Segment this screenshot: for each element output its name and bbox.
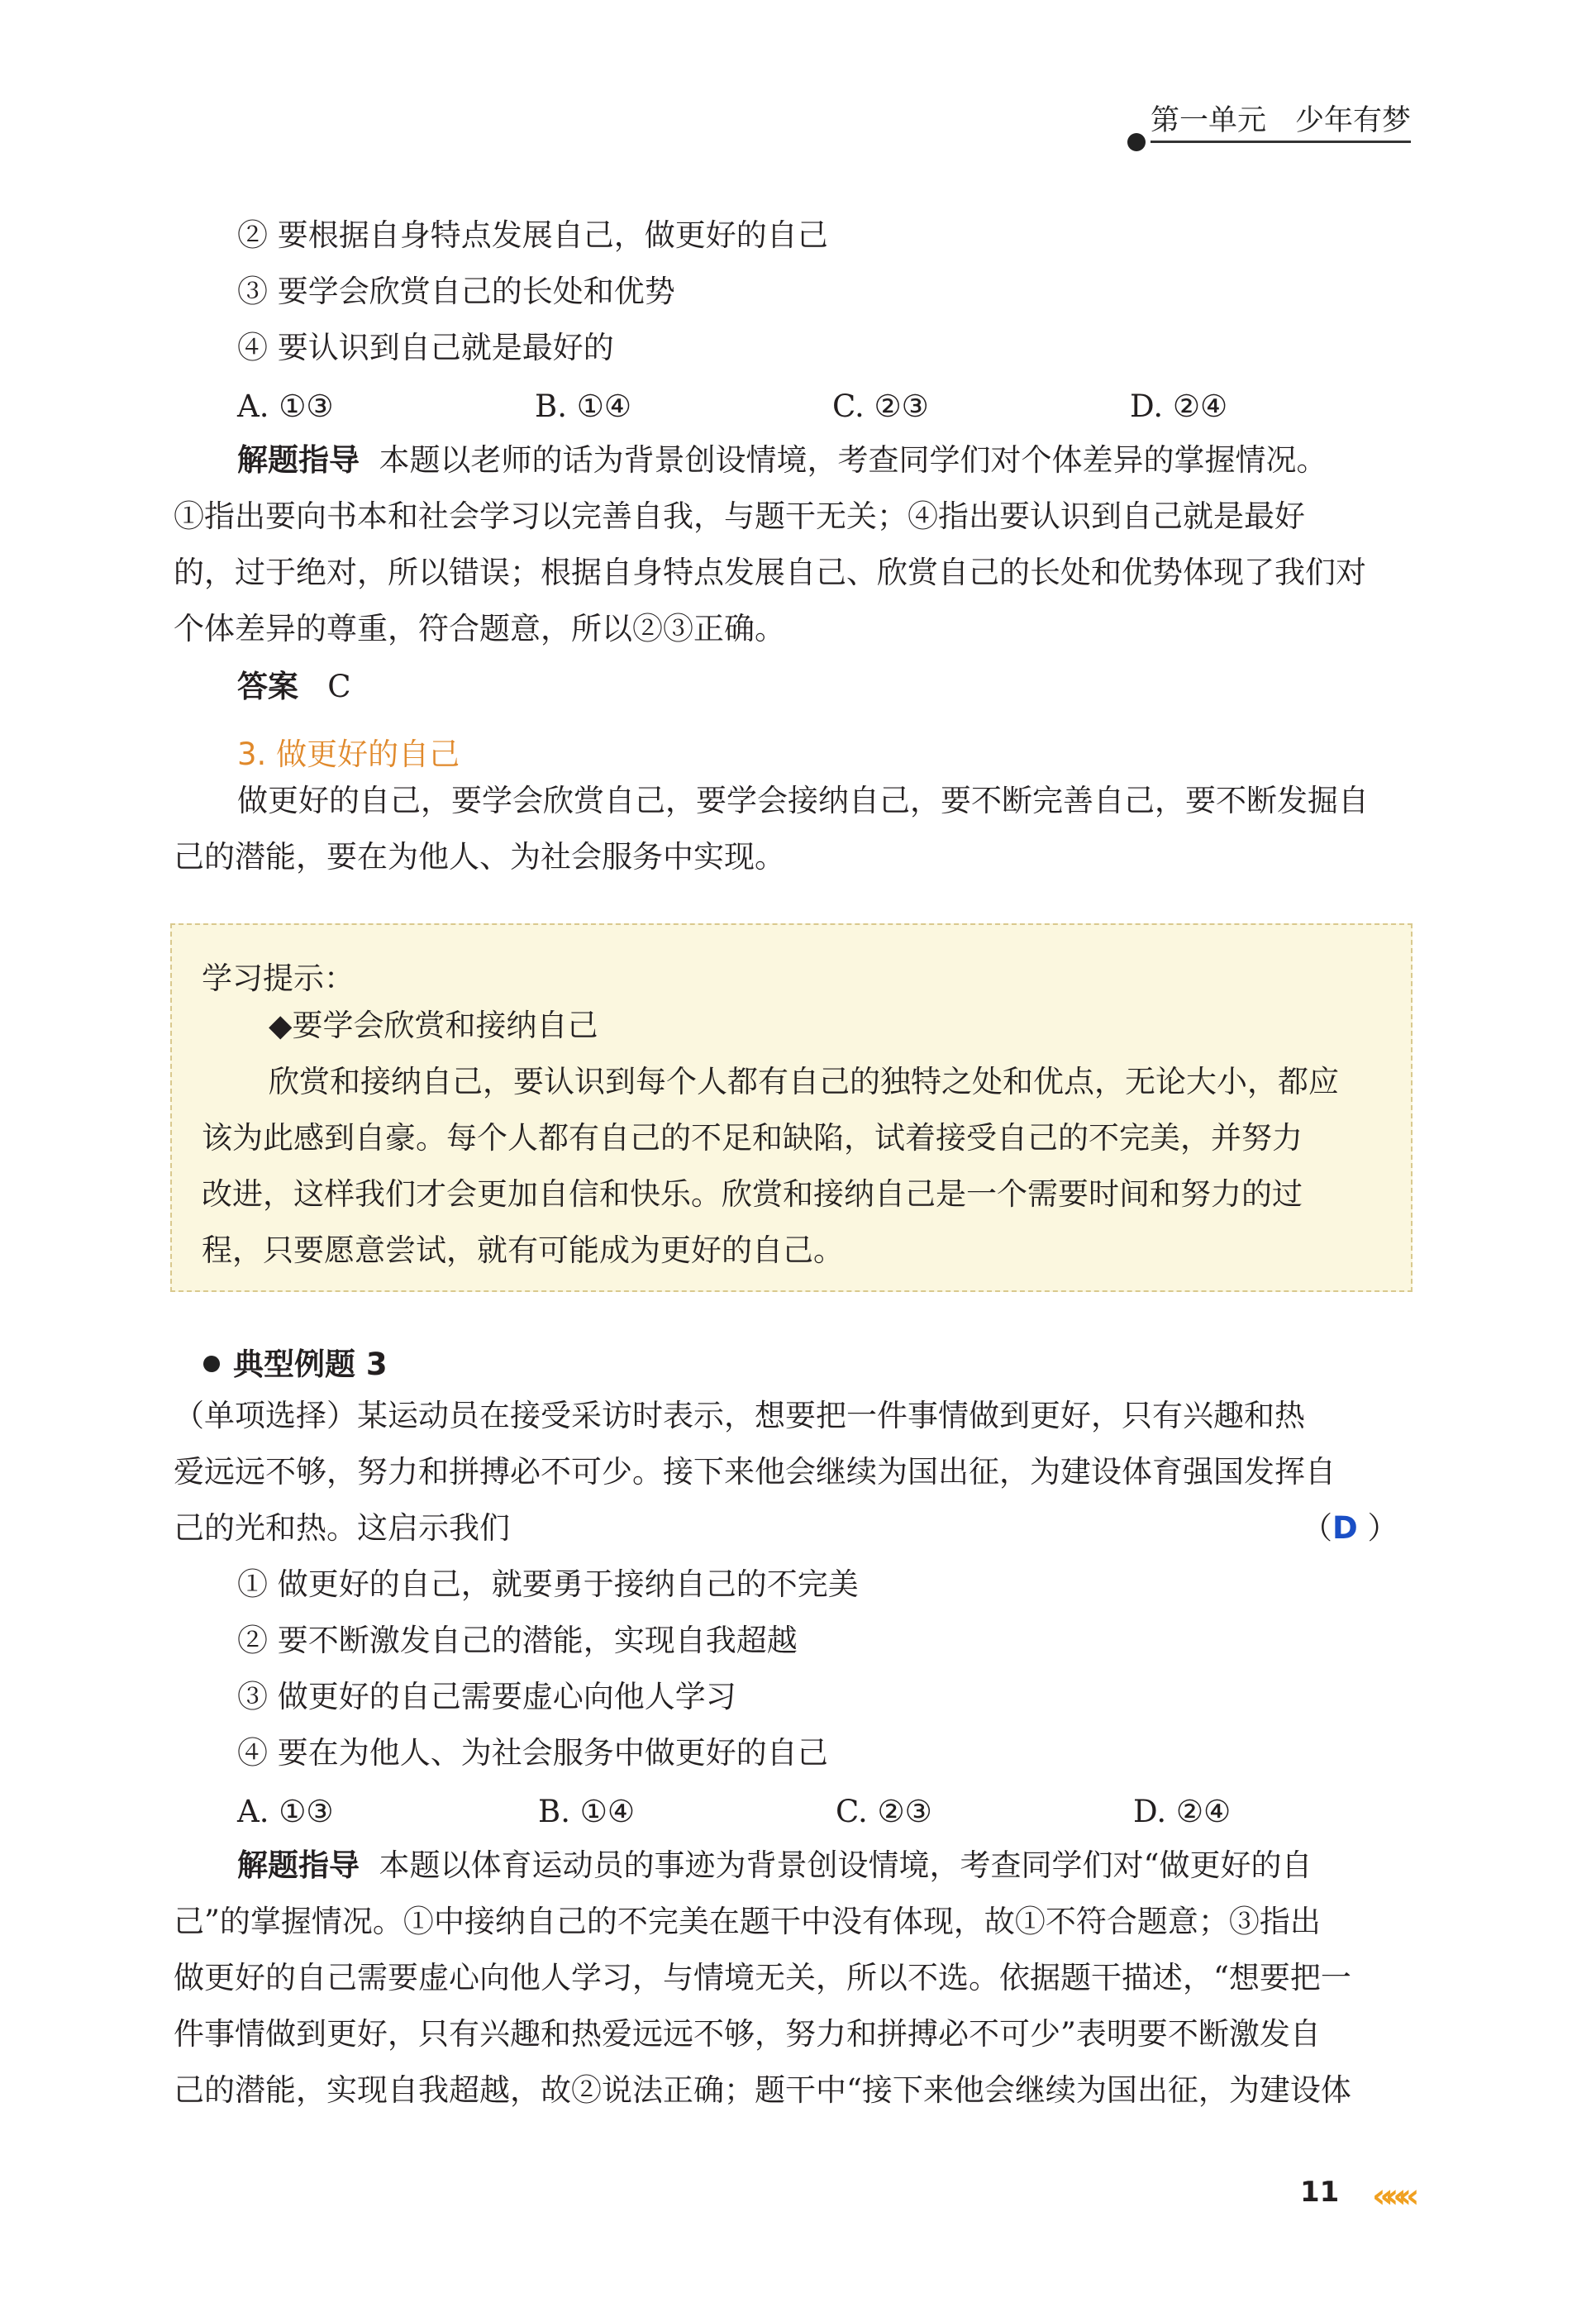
ex3-stem-line: （单项选择）某运动员在接受采访时表示，想要把一件事情做到更好，只有兴趣和热 <box>174 1398 1305 1433</box>
ex2-answer <box>237 671 351 702</box>
ex2-guide-text-0: 本题以老师的话为背景创设情境，考查同学们对个体差异的掌握情况。 <box>379 442 1327 478</box>
study-tip-line: 改进，这样我们才会更加自信和快乐。欣赏和接纳自己是一个需要时间和努力的过 <box>202 1176 1303 1212</box>
ex2-choice-d: D. ②④ <box>1130 389 1228 424</box>
section-body-line: 己的潜能，要在为他人、为社会服务中实现。 <box>174 839 785 875</box>
ex3-guide-text-0: 本题以体育运动员的事迹为背景创设情境，考查同学们对“做更好的自 <box>379 1847 1313 1883</box>
study-tip-subtitle: ◆要学会欣赏和接纳自己 <box>269 1008 598 1043</box>
ex2-guide-line: 的，过于绝对，所以错误；根据自身特点发展自己、欣赏自己的长处和优势体现了我们对 <box>174 555 1366 590</box>
section-body-line: 做更好的自己，要学会欣赏自己，要学会接纳自己，要不断完善自己，要不断发掘自 <box>237 783 1369 818</box>
paren-open: （ <box>1302 1510 1332 1546</box>
ex3-option-2: ② 要不断激发自己的潜能，实现自我超越 <box>237 1623 798 1658</box>
ex2-answer-value: C <box>327 669 351 704</box>
chevron-left-icon: ««« <box>1372 2177 1412 2215</box>
ex3-stem-line: 爱远远不够，努力和拼搏必不可少。接下来他会继续为国出征，为建设体育强国发挥自 <box>174 1454 1336 1490</box>
ex3-answer-bracket <box>1302 1510 1398 1546</box>
ex3-guide-line: 己”的掌握情况。①中接纳自己的不完美在题干中没有体现，故①不符合题意；③指出 <box>174 1904 1321 1939</box>
section-title: 3. 做更好的自己 <box>237 737 460 772</box>
ex3-guide-first-line <box>237 1847 1313 1883</box>
ex2-option-3: ③ 要学会欣赏自己的长处和优势 <box>237 274 675 309</box>
ex2-option-4: ④ 要认识到自己就是最好的 <box>237 330 614 365</box>
page-number: 11 <box>1300 2176 1340 2209</box>
ex3-choice-b: B. ①④ <box>538 1794 636 1829</box>
study-tip-line: 该为此感到自豪。每个人都有自己的不足和缺陷，试着接受自己的不完美，并努力 <box>202 1120 1303 1156</box>
ex2-answer-label: 答案 <box>237 669 298 704</box>
ex3-option-1: ① 做更好的自己，就要勇于接纳自己的不完美 <box>237 1566 859 1602</box>
ex2-guide-line: 个体差异的尊重，符合题意，所以②③正确。 <box>174 611 785 646</box>
paren-close: ） <box>1367 1510 1398 1546</box>
ex2-choice-c: C. ②③ <box>832 389 929 424</box>
ex3-choice-a: A. ①③ <box>237 1794 334 1829</box>
study-tip-title: 学习提示： <box>202 961 355 996</box>
ex3-option-4: ④ 要在为他人、为社会服务中做更好的自己 <box>237 1735 828 1771</box>
example-heading <box>203 1339 388 1384</box>
ex3-option-3: ③ 做更好的自己需要虚心向他人学习 <box>237 1679 736 1714</box>
example-title: 典型例题 3 <box>233 1347 388 1382</box>
study-tip-line: 欣赏和接纳自己，要认识到每个人都有自己的独特之处和优点，无论大小，都应 <box>269 1064 1339 1099</box>
ex3-guide-line: 做更好的自己需要虚心向他人学习，与情境无关，所以不选。依据题干描述，“想要把一 <box>174 1960 1351 1995</box>
ex3-stem-line: 己的光和热。这启示我们 <box>174 1510 510 1546</box>
filled-answer: D <box>1332 1510 1358 1546</box>
unit-title: 第一单元 少年有梦 <box>1151 104 1412 137</box>
ex3-choice-c: C. ②③ <box>836 1794 932 1829</box>
ex2-guide-label: 解题指导 <box>237 442 360 478</box>
ex2-choice-a: A. ①③ <box>237 389 334 424</box>
bullet-icon <box>203 1356 220 1372</box>
ex3-guide-line: 己的潜能，实现自我超越，故②说法正确；题干中“接下来他会继续为国出征，为建设体 <box>174 2072 1351 2108</box>
ex3-guide-label: 解题指导 <box>237 1847 360 1883</box>
ex2-option-2: ② 要根据自身特点发展自己，做更好的自己 <box>237 217 828 253</box>
header-dot-icon <box>1127 133 1146 151</box>
ex2-choice-b: B. ①④ <box>535 389 632 424</box>
ex3-guide-line: 件事情做到更好，只有兴趣和热爱远远不够，努力和拼搏必不可少”表明要不断激发自 <box>174 2016 1321 2052</box>
running-header <box>1151 98 1411 143</box>
ex3-choice-d: D. ②④ <box>1133 1794 1232 1829</box>
study-tip-line: 程，只要愿意尝试，就有可能成为更好的自己。 <box>202 1232 844 1268</box>
ex2-guide-first-line <box>237 442 1327 478</box>
ex2-guide-line: ①指出要向书本和社会学习以完善自我，与题干无关；④指出要认识到自己就是最好 <box>174 498 1305 534</box>
